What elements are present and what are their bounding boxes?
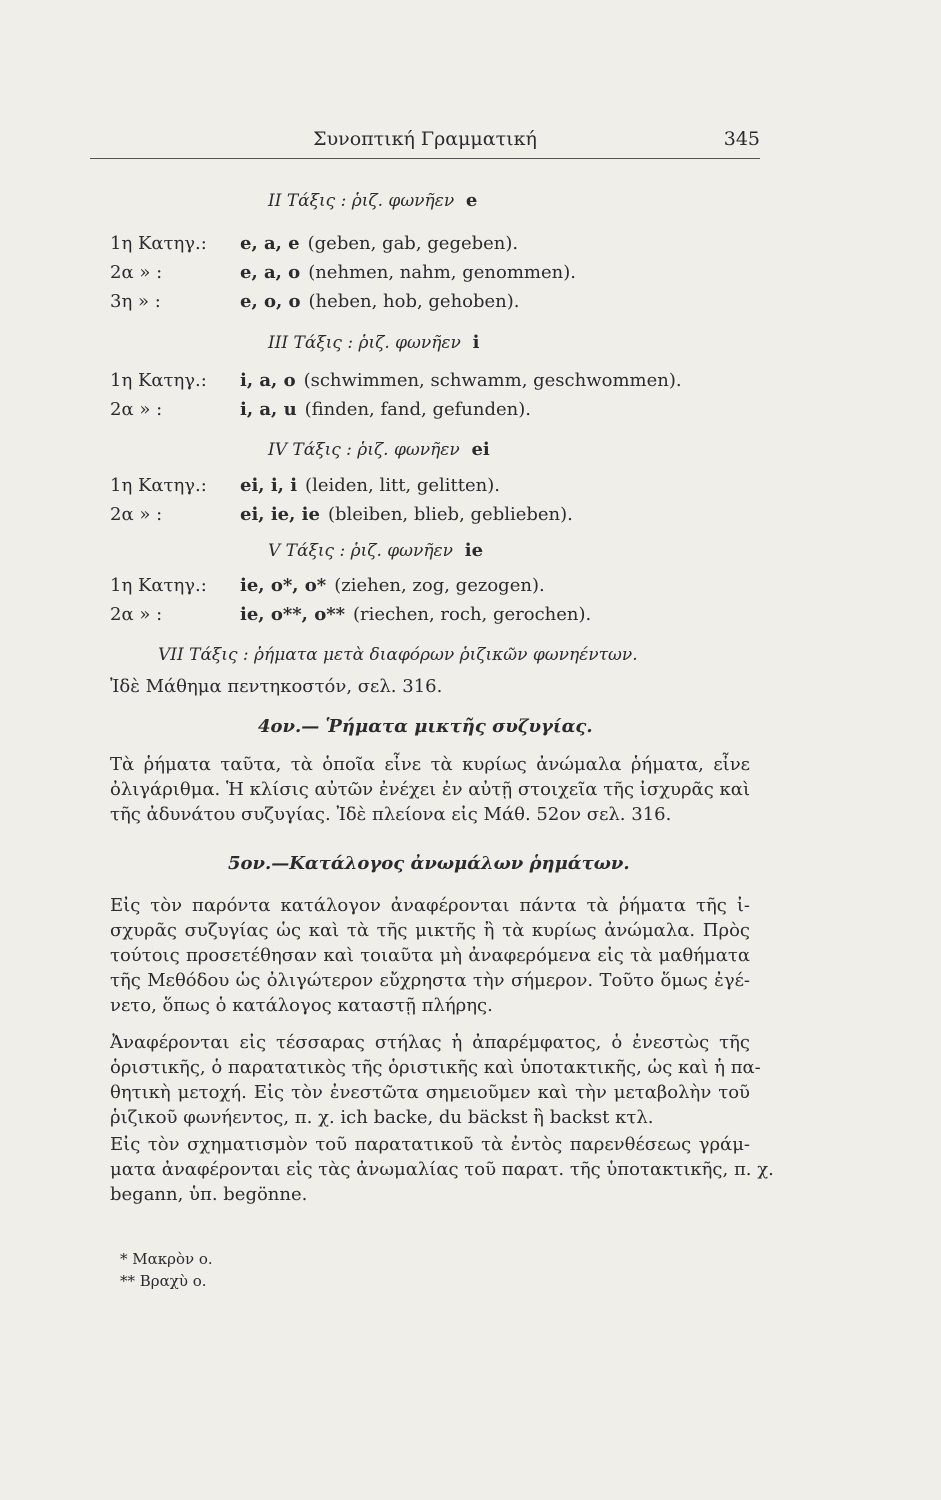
category-label: 1η Κατηγ.: [110,233,207,254]
footnote-1: * Μακρὸν ο. [120,1250,213,1268]
class4-heading-vowel: ei [471,439,490,460]
example-verbs: (heben, hob, gehoben). [308,291,520,312]
vowel-forms: i, a, o [240,370,296,391]
text-line: ὁριστικῆς, ὁ παρατατικὸς τῆς ὁριστικῆς καὶ ὑποτακτικῆς, ὡς καὶ ἡ πα- [110,1057,761,1078]
example-verbs: (bleiben, blieb, geblieben). [327,504,573,525]
class2-heading-vowel: e [465,190,478,211]
text-line: ὀλιγάριθμα. Ἡ κλίσις αὐτῶν ἐνέχει ἐν αὐτῇ στοιχεῖα τῆς ἰσχυρᾶς καὶ [110,779,750,800]
text-line: νετο, ὅπως ὁ κατάλογος καταστῇ πλήρης. [110,995,493,1016]
example-verbs: (nehmen, nahm, genommen). [308,262,576,283]
vowel-forms: ie, o**, o** [240,604,346,625]
class2-row-1 [110,233,518,254]
text-line: τῆς ἀδυνάτου συζυγίας. Ἰδὲ πλείονα εἰς Μάθ. 52ον σελ. 316. [110,804,672,825]
class4-heading-text: IV Τάξις : ῥιζ. φωνῆεν [268,440,460,460]
text-line: σχυρᾶς συζυγίας ὡς καὶ τὰ τῆς μικτῆς ἢ τὰ κυρίως ἀνώμαλα. Πρὸς [110,920,750,941]
category-label: 1η Κατηγ.: [110,370,207,391]
text-line: τούτοις προσετέθησαν καὶ τοιαῦτα μὴ ἀναφερόμενα εἰς τὰ μαθήματα [110,945,750,966]
class3-row-2 [110,399,531,420]
class4-heading [268,439,490,460]
text-line: θητικὴ μετοχή. Εἰς τὸν ἐνεστῶτα σημειοῦμεν καὶ τὴν μεταβολὴν τοῦ [110,1082,750,1103]
section5-paragraph-1 [110,893,750,1018]
class3-row-1 [110,370,682,391]
class3-heading [268,332,479,353]
vowel-forms: ei, i, i [240,475,298,496]
category-label: 2α » : [110,262,163,283]
vowel-forms: e, a, e [240,233,300,254]
category-label: 2α » : [110,399,163,420]
class7-heading: VII Τάξις : ῥήματα μετὰ διαφόρων ῥιζικῶν φωνηέντων. [158,645,638,665]
example-verbs: (schwimmen, schwamm, geschwommen). [303,370,682,391]
section5-paragraph-3 [110,1132,774,1207]
category-label: 2α » : [110,604,163,625]
class4-row-1 [110,475,500,496]
text-line: Τὰ ῥήματα ταῦτα, τὰ ὁποῖα εἶνε τὰ κυρίως ἀνώμαλα ῥήματα, εἶνε [110,754,750,775]
section5-paragraph-2 [110,1030,761,1130]
class4-row-2 [110,504,573,525]
text-line: Ἀναφέρονται εἰς τέσσαρας στήλας ἡ ἀπαρέμφατος, ὁ ἐνεστὼς τῆς [110,1032,750,1053]
class7-reference: Ἰδὲ Μάθημα πεντηκοστόν, σελ. 316. [110,676,443,697]
text-line: ῥιζικοῦ φωνήεντος, π. χ. ich backe, du bäckst ἢ backst κτλ. [110,1107,654,1128]
class5-heading-vowel: ie [464,540,484,561]
vowel-forms: e, a, o [240,262,301,283]
example-verbs: (leiden, litt, gelitten). [305,475,501,496]
text-line: Εἰς τὸν παρόντα κατάλογον ἀναφέρονται πάντα τὰ ῥήματα τῆς ἰ- [110,895,750,916]
section4-paragraph [110,752,750,827]
category-label: 2α » : [110,504,163,525]
header-title: Συνοπτική Γραμματική [313,128,537,150]
class2-row-2 [110,262,576,283]
section4-heading: 4ον.— Ῥήματα μικτῆς συζυγίας. [258,716,593,737]
class3-heading-vowel: i [472,332,480,353]
footnote-2: ** Βραχὺ ο. [120,1272,207,1290]
vowel-forms: ie, o*, o* [240,575,327,596]
category-label: 1η Κατηγ.: [110,475,207,496]
example-verbs: (geben, gab, gegeben). [307,233,519,254]
running-header [90,128,760,158]
example-verbs: (finden, fand, gefunden). [304,399,531,420]
text-line: begann, ὑπ. begönne. [110,1184,308,1205]
header-rule [90,158,760,159]
section5-heading: 5ον.—Κατάλογος ἀνωμάλων ῥημάτων. [228,853,630,874]
text-line: ματα ἀναφέρονται εἰς τὰς ἀνωμαλίας τοῦ παρατ. τῆς ὑποτακτικῆς, π. χ. [110,1159,774,1180]
vowel-forms: i, a, u [240,399,297,420]
class2-row-3 [110,291,520,312]
example-verbs: (riechen, roch, gerochen). [353,604,592,625]
class5-heading [268,540,483,561]
class2-heading-text: ΙΙ Τάξις : ῥιζ. φωνῆεν [268,191,455,211]
class3-heading-text: ΙΙΙ Τάξις : ῥιζ. φωνῆεν [268,333,461,353]
class5-heading-text: V Τάξις : ῥιζ. φωνῆεν [268,541,454,561]
page-number: 345 [723,128,760,150]
vowel-forms: e, o, o [240,291,301,312]
vowel-forms: ei, ie, ie [240,504,320,525]
class5-row-2 [110,604,591,625]
class5-row-1 [110,575,545,596]
example-verbs: (ziehen, zog, gezogen). [334,575,545,596]
class2-heading [268,190,477,211]
category-label: 1η Κατηγ.: [110,575,207,596]
text-line: Εἰς τὸν σχηματισμὸν τοῦ παρατατικοῦ τὰ ἐντὸς παρενθέσεως γράμ- [110,1134,750,1155]
text-line: τῆς Μεθόδου ὡς ὀλιγώτερον εὔχρηστα τὴν σήμερον. Τοῦτο ὅμως ἐγέ- [110,970,750,991]
category-label: 3η » : [110,291,161,312]
